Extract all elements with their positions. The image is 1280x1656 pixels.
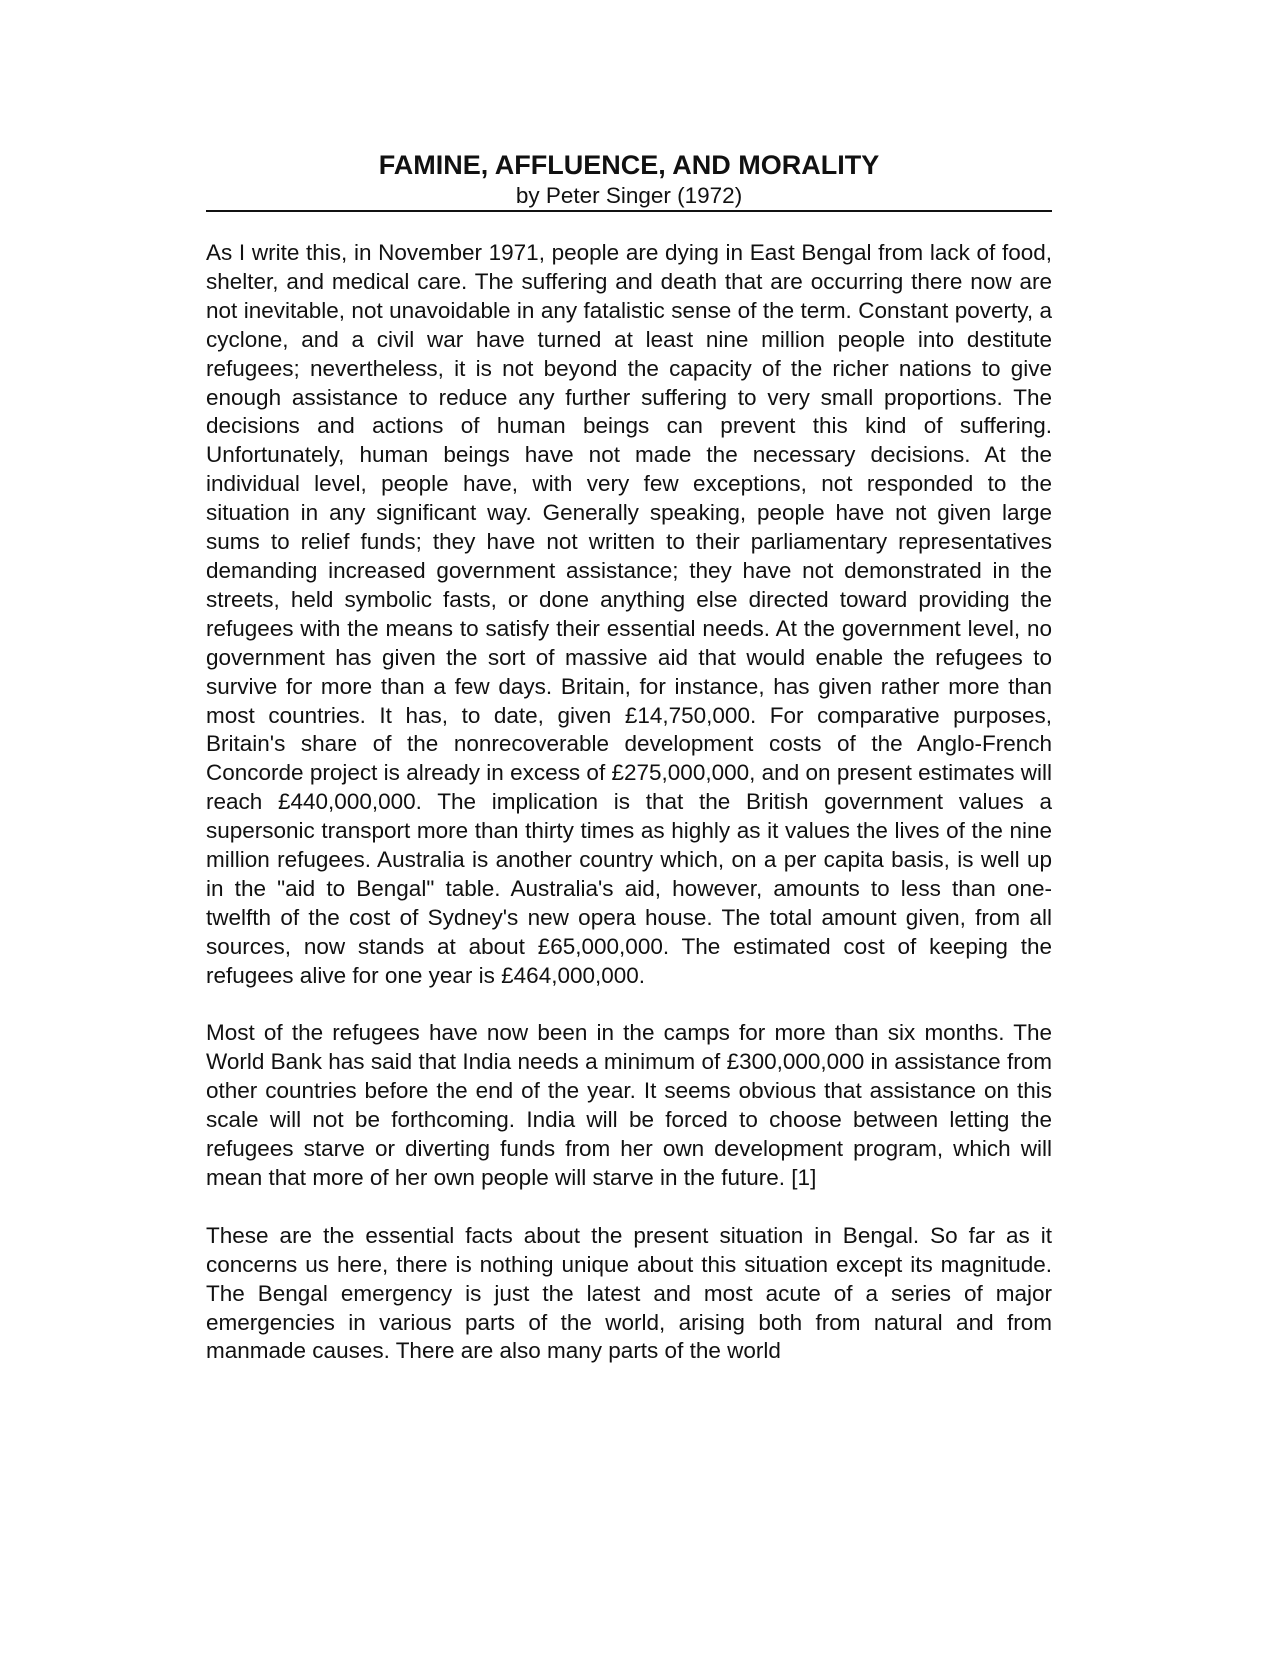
document-byline: by Peter Singer (1972) [515, 183, 743, 208]
document-page [206, 148, 1052, 1395]
paragraph-2: Most of the refugees have now been in the camps for more than six months. The World Bank has said that India needs a minimum of £300,000,000 in assistance from other countries before the end of the year. It seems obvious that assistance on this scale will not be forthcoming. India will be forced to choose between letting the refugees starve or diverting funds from her own development program, which will mean that more of her own people will starve in the future. [1] [206, 1020, 1052, 1190]
paragraph-3: These are the essential facts about the present situation in Bengal. So far as it concerns us here, there is nothing unique about this situation except its magnitude. The Bengal emergency is just the latest and most acute of a series of major emergencies in various parts of the world, arising both from natural and from manmade causes. There are also many parts of the world [206, 1222, 1052, 1364]
document-body [206, 239, 1052, 1366]
document-header [206, 148, 1052, 212]
paragraph-1: As I write this, in November 1971, people are dying in East Bengal from lack of food, shelter, and medical care. The suffering and death that are occurring there now are not inevitable, not unavoidable in any fatalistic sense of the term. Constant poverty, a cyclone, and a civil war have turned at least nine million people into destitute refugees; nevertheless, it is not beyond the capacity of the richer nations to give enough assistance to reduce any further suffering to very small proportions. The decisions and actions of human beings can prevent this kind of suffering. Unfortunately, human beings have not made the necessary decisions. At the individual level, people have, with very few exceptions, not responded to the situation in any significant way. Generally speaking, people have not given large sums to relief funds; they have not written to their parliamentary representatives demanding increased government assistance; they have not demonstrated in the streets, held symbolic fasts, or done anything else directed toward providing the refugees with the means to satisfy their essential needs. At the government level, no government has given the sort of massive aid that would enable the refugees to survive for more than a few days. Britain, for instance, has given rather more than most countries. It has, to date, given £14,750,000. For comparative purposes, Britain's share of the nonrecoverable development costs of the Anglo-French Concorde project is already in excess of £275,000,000, and on present estimates will reach £440,000,000. The implication is that the British government values a supersonic transport more than thirty times as highly as it values the lives of the nine million refugees. Australia is another country which, on a per capita basis, is well up in the "aid to Bengal" table. Australia's aid, however, amounts to less than one-twelfth of the cost of Sydney's new opera house. The total amount given, from all sources, now stands at about £65,000,000. The estimated cost of keeping the refugees alive for one year is £464,000,000. [206, 240, 1052, 988]
document-title: FAMINE, AFFLUENCE, AND MORALITY [378, 150, 880, 180]
